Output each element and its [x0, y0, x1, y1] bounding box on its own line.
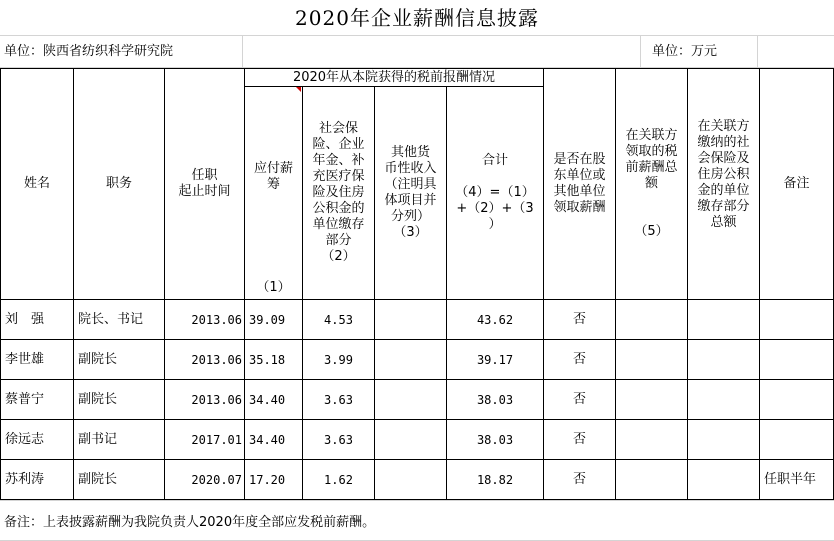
- cell-total: 38.03: [476, 392, 514, 407]
- cell-c1: 34.40: [249, 432, 286, 447]
- cell-related: [616, 340, 687, 379]
- cell-related-ins: [688, 340, 759, 379]
- cell-total: 18.82: [476, 472, 514, 487]
- header-position: 职务: [105, 176, 132, 191]
- cell-c3: [375, 460, 446, 499]
- header-remark: 备注: [783, 176, 810, 191]
- cell-term: 2013.06: [191, 392, 242, 407]
- cell-position: 院长、书记: [78, 311, 144, 327]
- header-total: 合计 （4）=（1） +（2）+（3 ）: [455, 153, 535, 232]
- cell-shareholder: 否: [572, 431, 586, 447]
- cell-related-ins: [688, 380, 759, 419]
- header-payable-number: （1）: [256, 280, 291, 295]
- cell-total: 43.62: [476, 312, 514, 327]
- cell-term: 2013.06: [191, 312, 242, 327]
- header-term: 任职 起止时间: [178, 168, 231, 199]
- cell-shareholder: 否: [572, 351, 586, 367]
- header-payable: 应付薪 筹: [253, 161, 293, 192]
- cell-name: 蔡普宁: [5, 391, 45, 407]
- cell-name: 刘 强: [5, 311, 45, 327]
- cell-remark: [760, 420, 833, 459]
- header-name: 姓名: [23, 176, 50, 191]
- cell-position: 副院长: [78, 471, 118, 487]
- cell-c2: 3.63: [324, 392, 353, 407]
- page-title: 2020年企业薪酬信息披露: [295, 5, 539, 30]
- cell-name: 李世雄: [5, 351, 45, 367]
- unit-organization: 单位：陕西省纺织科学研究院: [4, 43, 174, 59]
- header-shareholder-pay: 是否在股 东单位或 其他单位 领取薪酬: [553, 152, 606, 215]
- footnote: 备注：上表披露薪酬为我院负责人2020年度全部应发税前薪酬。: [4, 515, 376, 530]
- cell-c3: [375, 420, 446, 459]
- cell-term: 2017.01: [191, 432, 242, 447]
- cell-position: 副院长: [78, 351, 118, 367]
- cell-shareholder: 否: [572, 391, 586, 407]
- cell-c1: 39.09: [249, 312, 286, 327]
- header-group: 2020年从本院获得的税前报酬情况: [292, 69, 496, 85]
- cell-total: 38.03: [476, 432, 514, 447]
- cell-related-ins: [688, 420, 759, 459]
- unit-currency: 单位：万元: [652, 43, 718, 59]
- header-other-income: 其他货 币性收入 （注明具 体项目并 分列） （3）: [384, 145, 437, 240]
- cell-c3: [375, 340, 446, 379]
- cell-c3: [375, 380, 446, 419]
- cell-remark: 任职半年: [764, 471, 817, 487]
- cell-total: 39.17: [476, 352, 514, 367]
- cell-c2: 3.63: [324, 432, 353, 447]
- cell-remark: [760, 340, 833, 379]
- cell-c2: 3.99: [324, 352, 353, 367]
- cell-remark: [760, 300, 833, 339]
- cell-related: [616, 380, 687, 419]
- cell-related: [616, 460, 687, 499]
- cell-name: 徐远志: [5, 431, 45, 447]
- header-social-insurance: 社会保 险、企业 年金、补 充医疗保 险及住房 公积金的 单位缴存 部分 （2）: [312, 121, 365, 264]
- cell-term: 2013.06: [191, 352, 242, 367]
- cell-shareholder: 否: [572, 471, 586, 487]
- cell-name: 苏利涛: [5, 471, 45, 487]
- cell-shareholder: 否: [572, 311, 586, 327]
- cell-position: 副院长: [78, 391, 118, 407]
- cell-term: 2020.07: [191, 472, 242, 487]
- cell-c1: 17.20: [249, 472, 286, 487]
- header-related-party-pay: 在关联方 领取的税 前薪酬总 额 （5）: [625, 128, 678, 239]
- cell-position: 副书记: [78, 431, 118, 447]
- cell-remark: [760, 380, 833, 419]
- cell-c1: 34.40: [249, 392, 286, 407]
- cell-c1: 35.18: [249, 352, 286, 367]
- cell-related-ins: [688, 300, 759, 339]
- cell-related: [616, 420, 687, 459]
- cell-c2: 4.53: [324, 312, 353, 327]
- header-related-party-insurance: 在关联方 缴纳的社 会保险及 住房公积 金的单位 缴存部分 总额: [697, 119, 750, 230]
- cell-related: [616, 300, 687, 339]
- cell-related-ins: [688, 460, 759, 499]
- cell-c3: [375, 300, 446, 339]
- cell-c2: 1.62: [324, 472, 353, 487]
